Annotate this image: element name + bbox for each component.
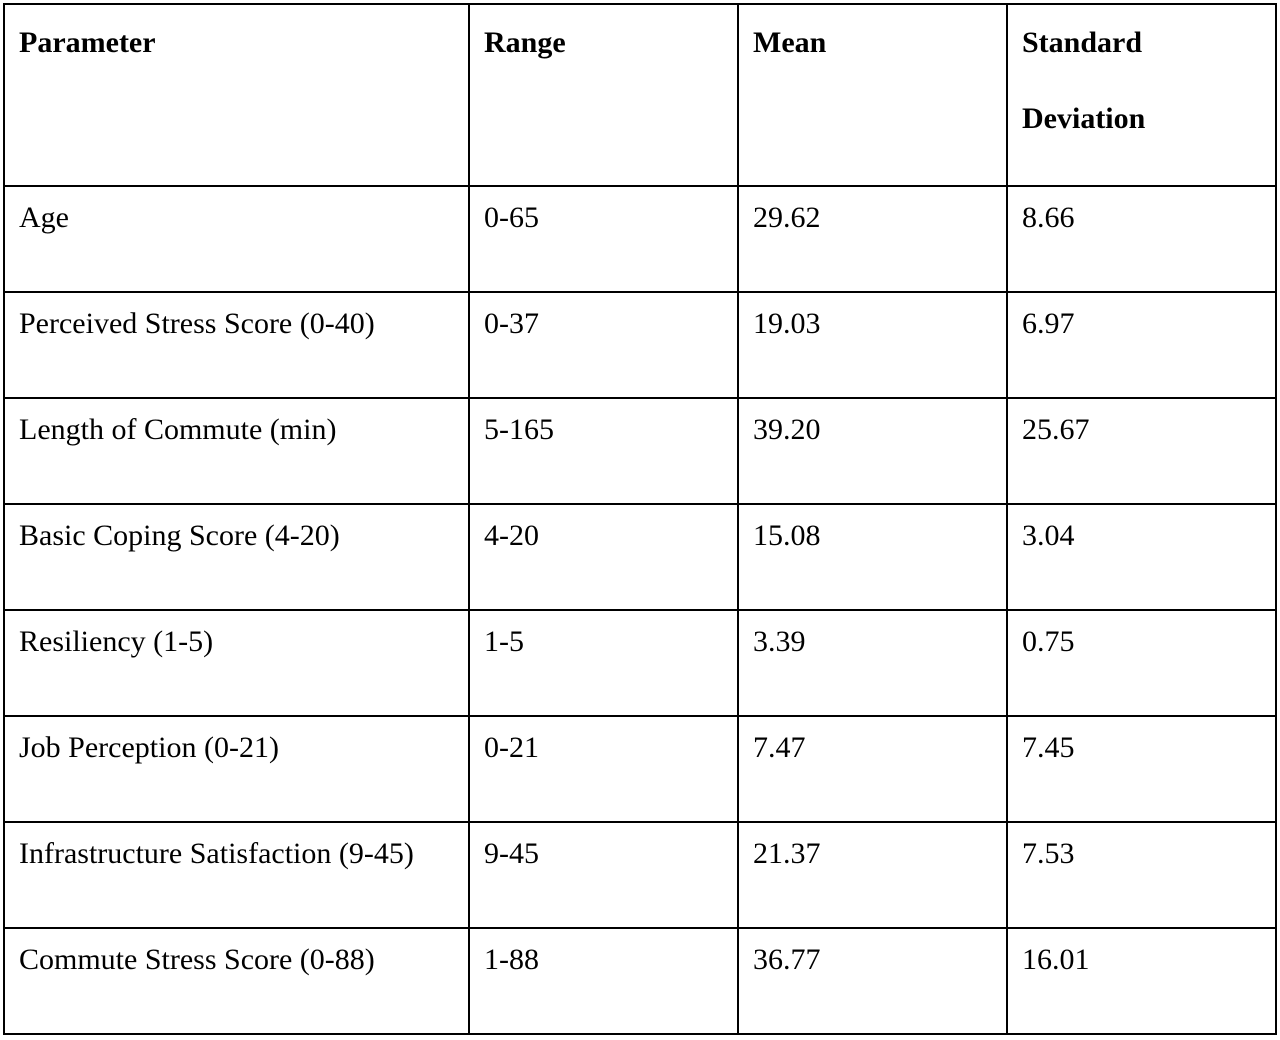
cell-parameter: Infrastructure Satisfaction (9-45) [4,822,469,928]
cell-range: 1-88 [469,928,738,1034]
table-row [4,822,1276,928]
cell-parameter: Resiliency (1-5) [4,610,469,716]
cell-standard-deviation: 16.01 [1007,928,1276,1034]
header-range: Range [469,4,738,186]
cell-mean: 7.47 [738,716,1007,822]
cell-standard-deviation: 6.97 [1007,292,1276,398]
cell-mean: 36.77 [738,928,1007,1034]
cell-parameter: Age [4,186,469,292]
cell-mean: 15.08 [738,504,1007,610]
cell-range: 0-21 [469,716,738,822]
stats-table-container [3,3,1275,1035]
table-row [4,928,1276,1034]
cell-standard-deviation: 7.53 [1007,822,1276,928]
descriptive-statistics-table [3,3,1277,1035]
cell-mean: 21.37 [738,822,1007,928]
table-row [4,398,1276,504]
table-body [4,186,1276,1034]
table-row [4,292,1276,398]
cell-standard-deviation: 0.75 [1007,610,1276,716]
header-parameter: Parameter [4,4,469,186]
cell-parameter: Basic Coping Score (4-20) [4,504,469,610]
cell-mean: 3.39 [738,610,1007,716]
cell-range: 0-65 [469,186,738,292]
table-row [4,186,1276,292]
cell-standard-deviation: 25.67 [1007,398,1276,504]
cell-range: 0-37 [469,292,738,398]
header-standard-deviation: Standard Deviation [1007,4,1276,186]
cell-mean: 19.03 [738,292,1007,398]
cell-mean: 39.20 [738,398,1007,504]
cell-range: 5-165 [469,398,738,504]
table-header [4,4,1276,186]
table-row [4,504,1276,610]
cell-standard-deviation: 7.45 [1007,716,1276,822]
cell-parameter: Commute Stress Score (0-88) [4,928,469,1034]
cell-parameter: Perceived Stress Score (0-40) [4,292,469,398]
table-row [4,716,1276,822]
header-mean: Mean [738,4,1007,186]
table-row [4,610,1276,716]
cell-mean: 29.62 [738,186,1007,292]
cell-parameter: Job Perception (0-21) [4,716,469,822]
cell-range: 4-20 [469,504,738,610]
header-row [4,4,1276,186]
cell-standard-deviation: 3.04 [1007,504,1276,610]
cell-standard-deviation: 8.66 [1007,186,1276,292]
cell-parameter: Length of Commute (min) [4,398,469,504]
cell-range: 9-45 [469,822,738,928]
cell-range: 1-5 [469,610,738,716]
